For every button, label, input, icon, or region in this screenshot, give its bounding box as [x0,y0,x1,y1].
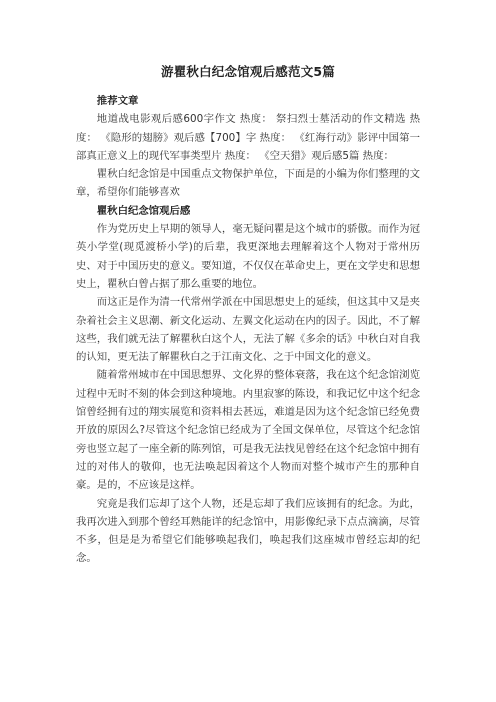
body-paragraph: 作为党历史上早期的领导人，毫无疑问瞿是这个城市的骄傲。而作为冠英小学堂(现觅渡桥小学)的后辈，我更深地去理解着这个人物对于常州历史、对于中国历史的意义。要知道，不仅仅在革命史上，更在文学史和思想史上，瞿秋白曾占据了那么重要的地位。 [76,223,420,290]
intro-paragraph: 瞿秋白纪念馆是中国重点文物保护单位，下面是的小编为你们整理的文章，希望你们能够喜欢 [76,168,420,199]
recommended-list: 地道战电影观后感600字作文 热度： 祭扫烈士墓活动的作文精选 热度： 《隐形的翅膀》观后感【700】字 热度： 《红海行动》影评中国第一部真正意义上的现代军事类型片 热度： 《空天猎》观后感5篇 热度： [76,113,420,162]
document-title: 游瞿秋白纪念馆观后感范文5篇 [161,64,335,79]
section-heading: 瞿秋白纪念馆观后感 [96,204,191,217]
recommended-heading: 推荐文章 [96,95,139,107]
body-paragraph: 究竟是我们忘却了这个人物，还是忘却了我们应该拥有的纪念。为此，我再次进入到那个曾经耳熟能详的纪念馆中，用影像纪录下点点滴滴，尽管不多，但是是为希望它们能够唤起我们，唤起我们这座城市曾经忘却的纪念。 [76,497,420,565]
body-paragraph: 随着常州城市在中国思想界、文化界的整体衰落，我在这个纪念馆浏览过程中无时不刻的体会到这种境地。内里寂寥的陈设，和我记忆中这个纪念馆曾经拥有过的翔实展览和资料相去甚远，难道是因为这个纪念馆已经免费开放的原因么?尽管这个纪念馆已经成为了全国文保单位，尽管这个纪念馆旁也竖立起了一座全新的陈列馆，可是我无法找见曾经在这个纪念馆中拥有过的对伟人的敬仰，也无法唤起因着这个人物而对整个城市产生的那种自豪。是的，不应该是这样。 [76,369,420,492]
document-body [76,92,420,568]
body-paragraph: 而这正是作为清一代常州学派在中国思想史上的延续，但这其中又是夹杂着社会主义思潮、新文化运动、左翼文化运动在内的因子。因此，不了解这些，我们就无法了解瞿秋白这个人，无法了解《多余的话》中秋白对自我的认知，更无法了解瞿秋白之于江南文化、之于中国文化的意义。 [76,296,420,364]
